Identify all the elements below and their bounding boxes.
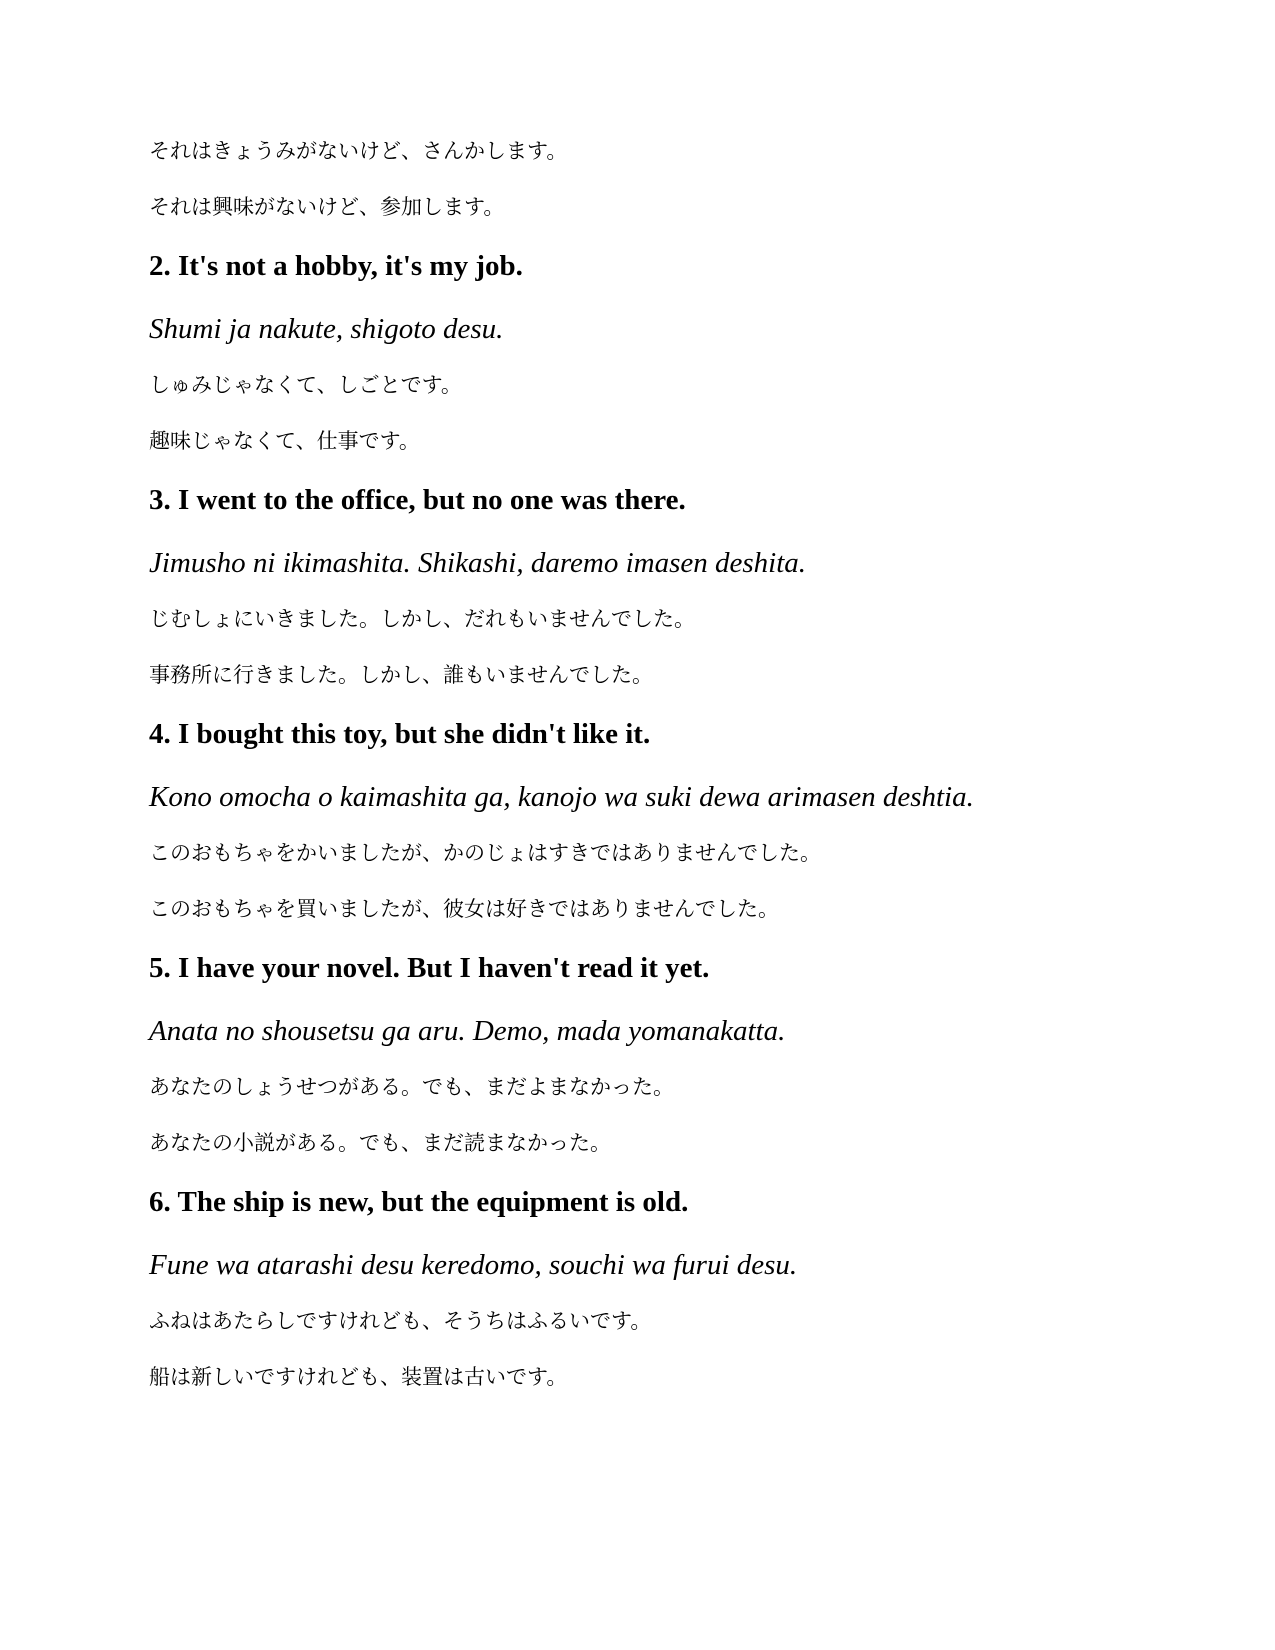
romaji-line: Kono omocha o kaimashita ga, kanojo wa suki dewa arimasen deshtia. <box>149 781 974 813</box>
kanji-line: それは興味がないけど、参加します。 <box>149 195 505 219</box>
romaji-line: Fune wa atarashi desu keredomo, souchi wa furui desu. <box>149 1249 798 1281</box>
kanji-line: 事務所に行きました。しかし、誰もいませんでした。 <box>149 663 653 687</box>
romaji-line: Anata no shousetsu ga aru. Demo, mada yomanakatta. <box>149 1015 786 1047</box>
sentence-heading: 3. I went to the office, but no one was there. <box>149 484 686 516</box>
romaji-line: Jimusho ni ikimashita. Shikashi, daremo imasen deshita. <box>149 547 807 579</box>
romaji-line: Shumi ja nakute, shigoto desu. <box>149 313 504 345</box>
kanji-line: このおもちゃを買いましたが、彼女は好きではありませんでした。 <box>149 897 779 921</box>
sentence-entry-6 <box>149 1184 1179 1392</box>
kana-line: しゅみじゃなくて、しごとです。 <box>149 373 462 397</box>
kanji-line: 船は新しいですけれども、装置は古いです。 <box>149 1365 568 1389</box>
kana-line: それはきょうみがないけど、さんかします。 <box>149 139 568 163</box>
kana-line: このおもちゃをかいましたが、かのじょはすきではありませんでした。 <box>149 841 821 865</box>
sentence-heading: 5. I have your novel. But I haven't read it yet. <box>149 952 710 984</box>
sentence-heading: 6. The ship is new, but the equipment is old. <box>149 1186 689 1218</box>
kana-line: あなたのしょうせつがある。でも、まだよまなかった。 <box>149 1075 674 1099</box>
kanji-line: あなたの小説がある。でも、まだ読まなかった。 <box>149 1131 611 1155</box>
sentence-entry-2 <box>149 248 1179 456</box>
sentence-entry-4 <box>149 716 1179 924</box>
sentence-heading: 4. I bought this toy, but she didn't like it. <box>149 718 651 750</box>
kanji-line: 趣味じゃなくて、仕事です。 <box>149 429 420 453</box>
document-page <box>149 136 1179 1418</box>
sentence-heading: 2. It's not a hobby, it's my job. <box>149 250 523 282</box>
kana-line: ふねはあたらしですけれども、そうちはふるいです。 <box>149 1309 652 1333</box>
intro-entry <box>149 136 1179 222</box>
sentence-entry-3 <box>149 482 1179 690</box>
sentence-entry-5 <box>149 950 1179 1158</box>
kana-line: じむしょにいきました。しかし、だれもいませんでした。 <box>149 607 695 631</box>
